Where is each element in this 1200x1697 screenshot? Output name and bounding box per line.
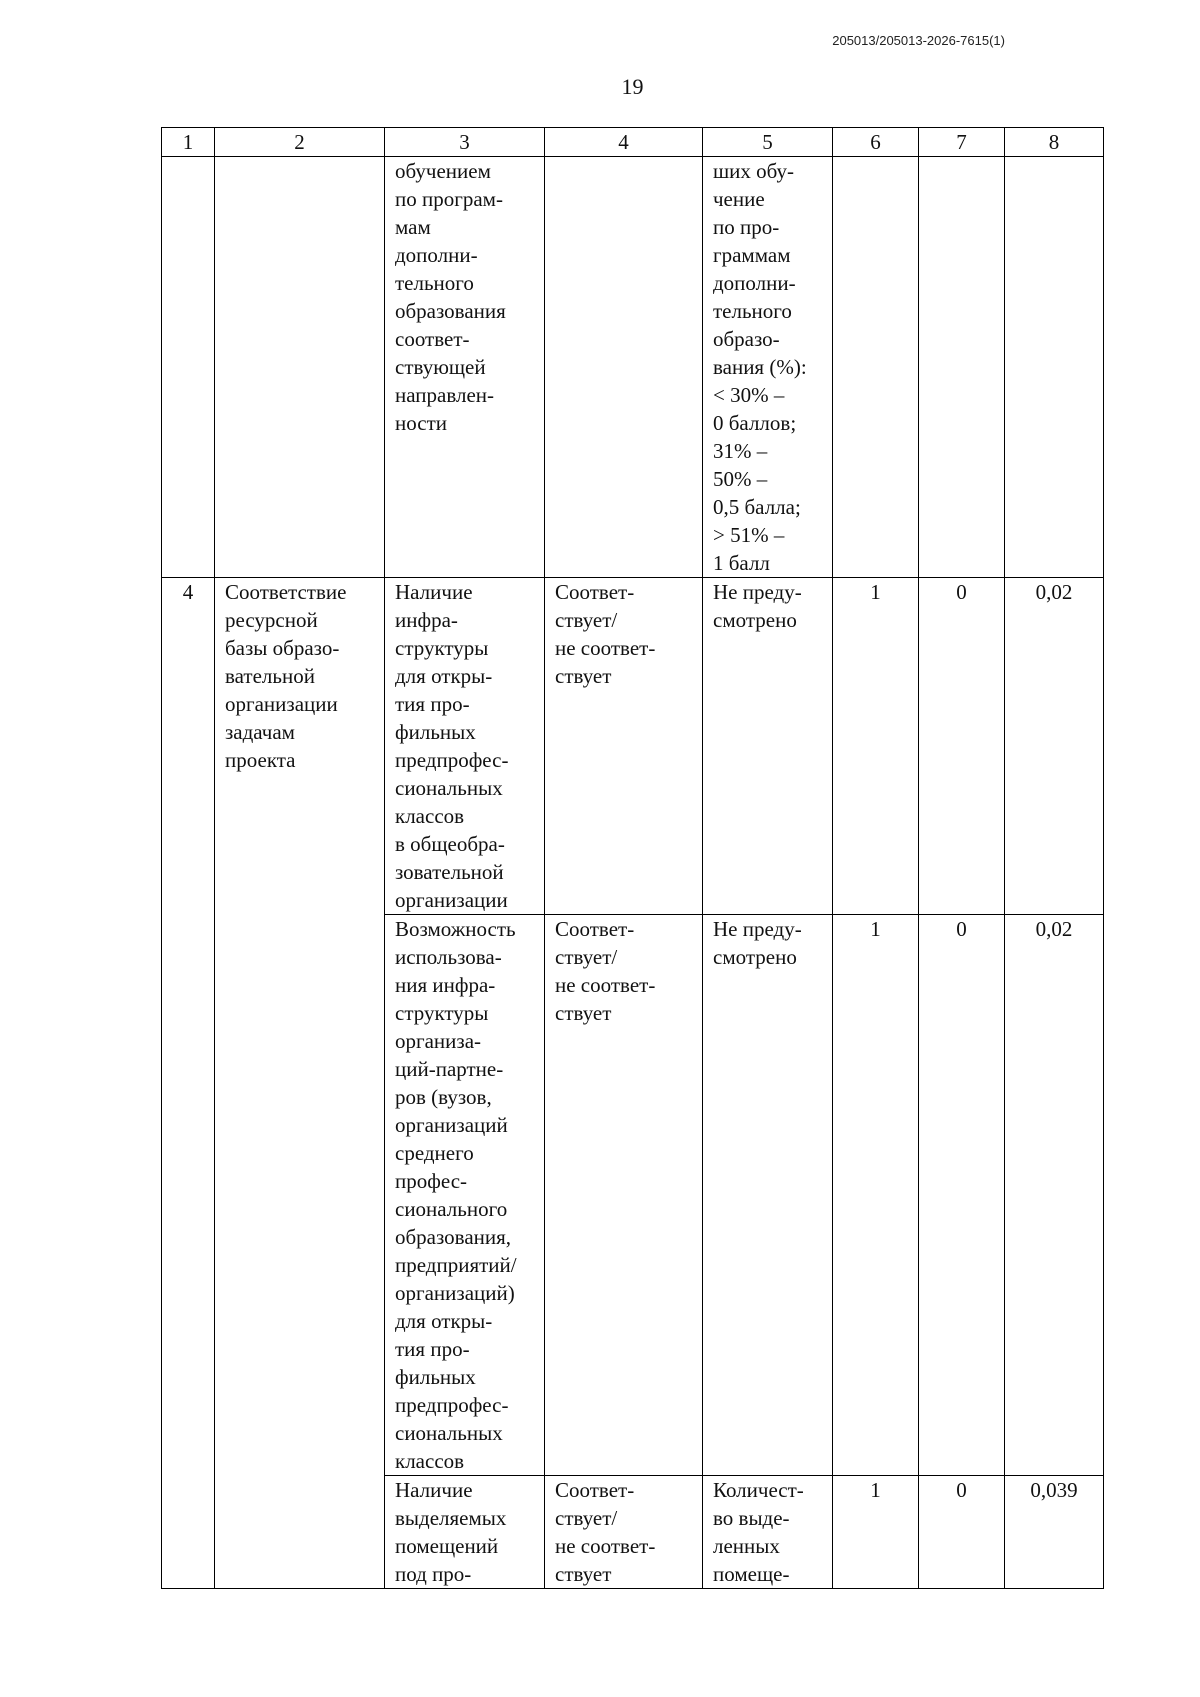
indicator-cell: обучением по програм- мам дополни- тельного образования соответ- ствующей направлен- ности (385, 157, 545, 578)
column-header: 7 (919, 128, 1005, 157)
table-row (162, 157, 1104, 578)
min-score-cell (919, 157, 1005, 578)
column-header: 3 (385, 128, 545, 157)
page-number: 19 (621, 74, 644, 99)
table-header-row (162, 128, 1104, 157)
max-score-cell (833, 157, 919, 578)
column-header: 5 (703, 128, 833, 157)
column-header: 2 (215, 128, 385, 157)
scoring-cell: Не преду- смотрено (703, 578, 833, 915)
row-number-cell (162, 157, 215, 578)
scoring-cell: ших обу- чение по про- граммам дополни- тельного образо- вания (%): < 30% – 0 баллов; 31% – 50% – 0,5 балла; > 51% – 1 балл (703, 157, 833, 578)
document-id: 205013/205013-2026-7615(1) (832, 33, 1005, 48)
weight-cell: 0,039 (1005, 1476, 1104, 1589)
criterion-cell: Соответствие ресурсной базы образо- вательной организации задачам проекта (215, 578, 385, 1589)
min-score-cell: 0 (919, 915, 1005, 1476)
scoring-cell: Количест- во выде- ленных помеще- (703, 1476, 833, 1589)
column-header: 8 (1005, 128, 1104, 157)
column-header: 4 (545, 128, 703, 157)
value-cell: Соответ- ствует/ не соответ- ствует (545, 915, 703, 1476)
criterion-cell (215, 157, 385, 578)
indicator-cell: Возможность использова- ния инфра- структуры организа- ций-партне- ров (вузов, организаций среднего профес- сионального образования, предприятий/ организаций) для откры- тия про- фильных предпрофес- сиональных классов (385, 915, 545, 1476)
table-row (162, 578, 1104, 915)
row-number-cell: 4 (162, 578, 215, 1589)
max-score-cell: 1 (833, 915, 919, 1476)
column-header: 1 (162, 128, 215, 157)
column-header: 6 (833, 128, 919, 157)
value-cell: Соответ- ствует/ не соответ- ствует (545, 1476, 703, 1589)
weight-cell: 0,02 (1005, 915, 1104, 1476)
indicator-cell: Наличие выделяемых помещений под про- (385, 1476, 545, 1589)
indicator-cell: Наличие инфра- структуры для откры- тия про- фильных предпрофес- сиональных классов в общеобра- зовательной организации (385, 578, 545, 915)
min-score-cell: 0 (919, 1476, 1005, 1589)
max-score-cell: 1 (833, 1476, 919, 1589)
weight-cell (1005, 157, 1104, 578)
weight-cell: 0,02 (1005, 578, 1104, 915)
criteria-table (161, 127, 1104, 1589)
scoring-cell: Не преду- смотрено (703, 915, 833, 1476)
max-score-cell: 1 (833, 578, 919, 915)
value-cell: Соответ- ствует/ не соответ- ствует (545, 578, 703, 915)
min-score-cell: 0 (919, 578, 1005, 915)
value-cell (545, 157, 703, 578)
